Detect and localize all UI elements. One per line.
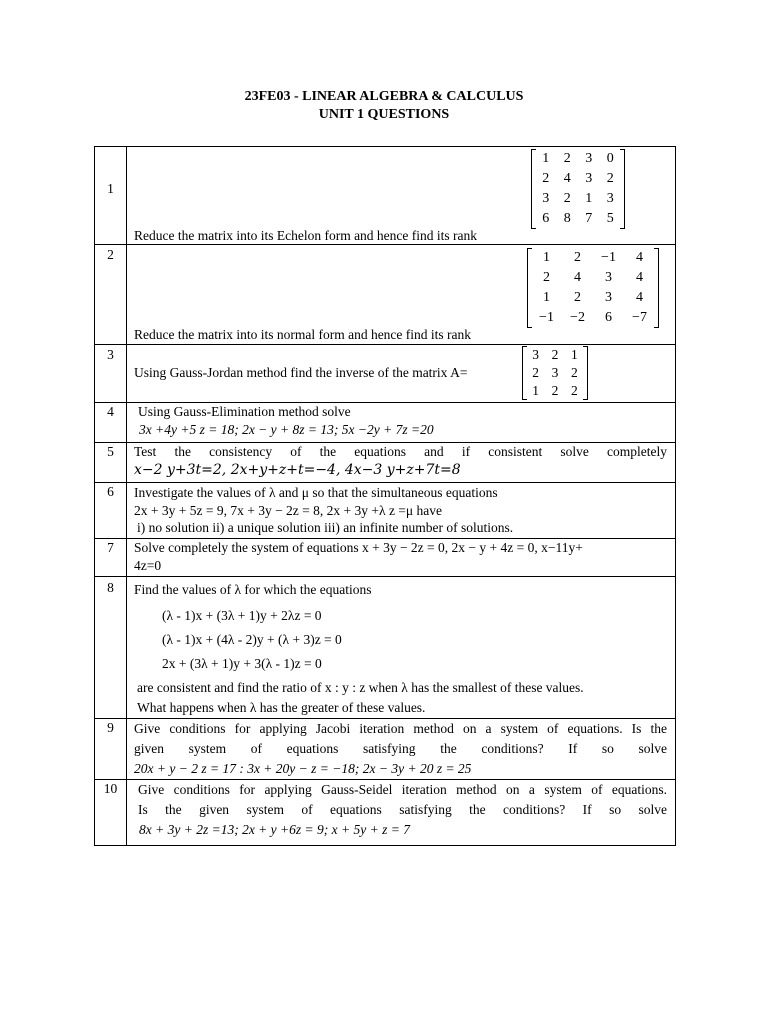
matrix-cell: 2 — [532, 365, 540, 380]
question-text: Is the given system of equations satisfying the conditions? If so solve — [138, 802, 667, 817]
question-text: Reduce the matrix into its normal form and hence find its rank — [134, 327, 472, 342]
matrix-cell: 3 — [605, 270, 612, 285]
matrix-cell: −2 — [570, 310, 585, 325]
question-number: 2 — [95, 245, 127, 345]
question-content — [127, 539, 676, 577]
question-row — [95, 780, 676, 846]
question-text: Solve completely the system of equations x + 3y − 2z = 0, 2x − y + 4z = 0, x−11y+ — [134, 540, 583, 555]
question-row — [95, 539, 676, 577]
matrix-cell: 2 — [551, 347, 559, 362]
question-number: 6 — [95, 483, 127, 539]
question-row — [95, 147, 676, 245]
matrix-cell: 8 — [563, 211, 571, 226]
questions-table — [94, 146, 676, 846]
question-text: Reduce the matrix into its Echelon form and hence find its rank — [134, 228, 478, 243]
matrix-cell: 3 — [606, 191, 614, 206]
question-content — [127, 719, 676, 780]
question-number: 3 — [95, 345, 127, 403]
matrix-cell: 4 — [636, 290, 643, 305]
matrix-cell: 4 — [636, 270, 643, 285]
question-number: 8 — [95, 577, 127, 719]
question-number: 9 — [95, 719, 127, 780]
question-content — [127, 780, 676, 846]
matrix-cell: 5 — [606, 211, 614, 226]
matrix-cell: −7 — [632, 310, 647, 325]
matrix-cell: 3 — [551, 365, 559, 380]
question-content — [127, 483, 676, 539]
matrix-cell: 2 — [570, 383, 578, 398]
matrix-cell: 1 — [585, 191, 593, 206]
question-number: 7 — [95, 539, 127, 577]
matrix-cell: −1 — [539, 310, 554, 325]
question-number: 10 — [95, 780, 127, 846]
question-text: Using Gauss-Elimination method solve — [138, 404, 351, 419]
question-text: are consistent and find the ratio of x : y : z when λ has the smallest of these values. — [137, 680, 584, 695]
matrix-cell: 3 — [532, 347, 540, 362]
matrix-cell: 4 — [636, 250, 643, 265]
question-number: 4 — [95, 403, 127, 443]
question-text: Give conditions for applying Jacobi iteration method on a system of equations. Is the — [134, 721, 667, 736]
matrix-cell: 1 — [570, 347, 578, 362]
question-content — [127, 443, 676, 483]
matrix-cell: 0 — [606, 151, 614, 166]
question-content — [127, 147, 676, 245]
matrix-cell: 6 — [605, 310, 612, 325]
equation: x−2 y+3t=2, 2x+y+z+t=−4, 4x−3 y+z+7t=8 — [134, 462, 461, 478]
equation: (λ - 1)x + (3λ + 1)y + 2λz = 0 — [162, 608, 322, 623]
question-content — [127, 345, 676, 403]
matrix-cell: 3 — [605, 290, 612, 305]
document-subtitle: UNIT 1 QUESTIONS — [318, 107, 450, 122]
equation: 3x +4y +5 z = 18; 2x − y + 8z = 13; 5x −2y + 7z =20 — [139, 422, 434, 437]
matrix — [522, 346, 588, 400]
question-row — [95, 577, 676, 719]
matrix-cell: 1 — [543, 290, 550, 305]
question-text: i) no solution ii) a unique solution iii) an infinite number of solutions. — [137, 520, 514, 535]
question-text: given system of equations satisfying the conditions? If so solve — [134, 741, 667, 756]
matrix-cell: 2 — [570, 365, 578, 380]
question-text: What happens when λ has the greater of these values. — [137, 700, 426, 715]
matrix-cell: 2 — [574, 290, 581, 305]
matrix-cell: 6 — [542, 211, 550, 226]
question-text: 4z=0 — [134, 558, 162, 573]
matrix-cell: 2 — [606, 171, 614, 186]
question-row — [95, 403, 676, 443]
matrix-cell: 1 — [532, 383, 540, 398]
question-row — [95, 483, 676, 539]
matrix-cell: 1 — [543, 250, 550, 265]
question-text: Give conditions for applying Gauss-Seidel iteration method on a system of equations. — [138, 782, 667, 797]
matrix-cell: 2 — [551, 383, 559, 398]
matrix-cell: 2 — [542, 171, 550, 186]
question-text: Using Gauss-Jordan method find the inverse of the matrix A= — [134, 365, 468, 380]
question-content — [127, 245, 676, 345]
matrix-cell: 4 — [574, 270, 581, 285]
question-content — [127, 403, 676, 443]
equation: 8x + 3y + 2z =13; 2x + y +6z = 9; x + 5y + z = 7 — [139, 822, 410, 837]
question-text: Test the consistency of the equations and if consistent solve completely — [134, 444, 667, 459]
matrix-cell: 2 — [574, 250, 581, 265]
question-text: Investigate the values of λ and μ so that the simultaneous equations — [134, 485, 498, 500]
question-text: Find the values of λ for which the equations — [134, 582, 372, 597]
matrix-cell: 1 — [542, 151, 550, 166]
equation: 2x + 3y + 5z = 9, 7x + 3y − 2z = 8, 2x + 3y +λ z =μ have — [134, 503, 443, 518]
matrix-cell: 7 — [585, 211, 593, 226]
question-row — [95, 443, 676, 483]
matrix-cell: 2 — [543, 270, 550, 285]
question-number: 1 — [95, 147, 127, 245]
question-content — [127, 577, 676, 719]
document-title: 23FE03 - LINEAR ALGEBRA & CALCULUS — [244, 89, 524, 104]
matrix-cell: −1 — [601, 250, 616, 265]
equation: 2x + (3λ + 1)y + 3(λ - 1)z = 0 — [162, 656, 322, 671]
matrix-cell: 3 — [585, 171, 593, 186]
question-row — [95, 245, 676, 345]
equation: (λ - 1)x + (4λ - 2)y + (λ + 3)z = 0 — [162, 632, 342, 647]
matrix-cell: 4 — [563, 171, 571, 186]
matrix-cell: 2 — [563, 151, 571, 166]
equation: 20x + y − 2 z = 17 : 3x + 20y − z = −18; 2x − 3y + 20 z = 25 — [134, 761, 472, 776]
matrix — [531, 149, 625, 229]
matrix-cell: 3 — [542, 191, 550, 206]
matrix-cell: 2 — [563, 191, 571, 206]
matrix — [527, 248, 659, 328]
question-row — [95, 719, 676, 780]
question-row — [95, 345, 676, 403]
matrix-cell: 3 — [585, 151, 593, 166]
question-number: 5 — [95, 443, 127, 483]
